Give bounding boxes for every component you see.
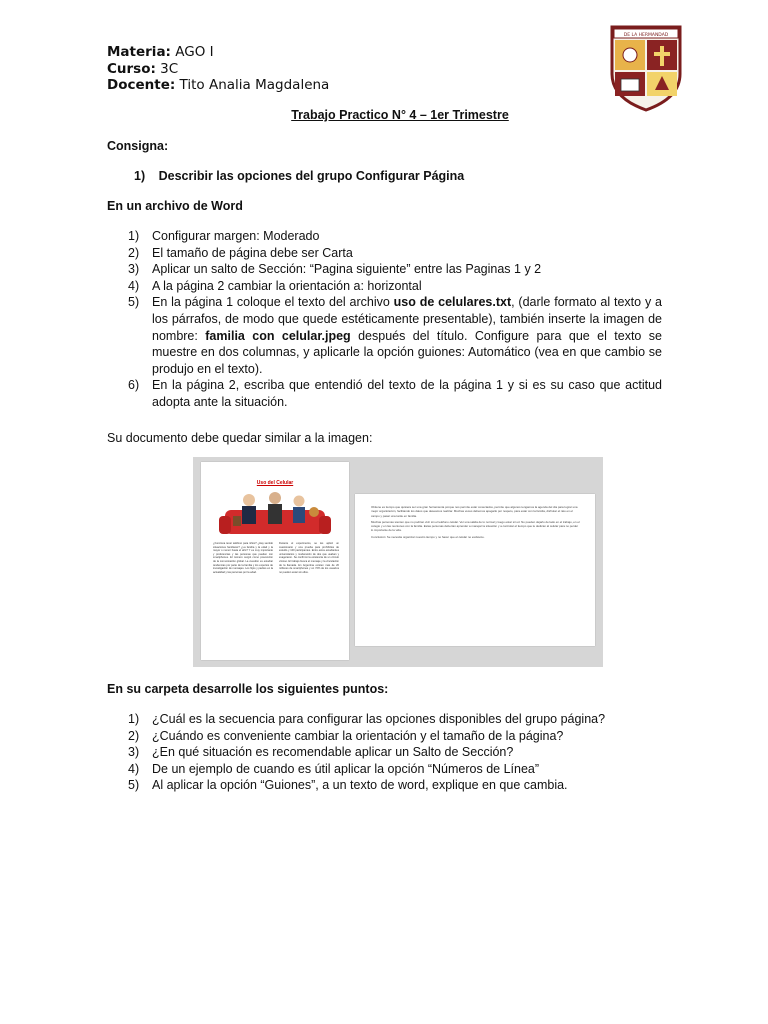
word-task-list (107, 228, 662, 411)
example-document-image (193, 457, 603, 667)
task-text: En la página 1 coloque el texto del archivo (152, 295, 394, 310)
question-text: De un ejemplo de cuando es útil aplicar la opción “Números de Línea” (152, 761, 540, 776)
question-text: Al aplicar la opción “Guiones”, a un texto de word, explique en que cambia. (152, 778, 568, 793)
materia-line: Materia: AGO I (107, 44, 214, 60)
example-page-1 (201, 462, 349, 660)
task-text: El tamaño de página debe ser Carta (152, 245, 353, 260)
consigna-heading: Consigna: (107, 139, 169, 153)
list-number: 4) (128, 278, 140, 293)
example-page-1-column-2: Durante el experimento, se les aplicó un cuestionario y una prueba para prohibirles de estudio y 100 participantes. Entre estos estudiantes universitarios y moderación de dos que usaban y exageraron. Se confirmó la existencia de un círculo vicioso. El trabajo busca el mensaje y la vinculación de la llamada. En Argentina existen más de 20 millones de smartphones y un 72% de los usuarios no pueden estar sin ellos. (279, 542, 339, 574)
question-text: ¿Cuál es la secuencia para configurar las opciones disponibles del grupo página? (152, 712, 606, 726)
list-number: 1) (128, 712, 140, 726)
family-with-phones-image (219, 488, 331, 538)
carpeta-section-heading: En su carpeta desarrolle los siguientes puntos: (107, 682, 389, 696)
header-info (107, 44, 329, 94)
word-section-heading: En un archivo de Word (107, 199, 243, 213)
task-text: después del título. Configure para que el texto se muestre en dos columnas, y aplicarle la opción guiones: Automático (vea en que cambio se produjo en el texto). (152, 328, 662, 376)
word-task-item (107, 377, 662, 410)
file-name: uso de celulares.txt (393, 295, 512, 310)
task-text: Configurar margen: Moderado (152, 229, 320, 243)
question-text: ¿Cuándo es conveniente cambiar la orientación y el tamaño de la página? (152, 728, 564, 743)
word-task-item (107, 228, 662, 245)
curso-line: Curso: 3C (107, 60, 179, 77)
document-title: Trabajo Practico N° 4 – 1er Trimestre (291, 108, 509, 122)
list-number: 2) (128, 245, 140, 260)
question-item (107, 728, 662, 745)
similar-image-caption: Su documento debe quedar similar a la imagen: (107, 431, 373, 445)
school-crest-icon (609, 24, 683, 112)
list-number: 3) (128, 262, 140, 277)
file-name: familia con celular.jpeg (205, 328, 351, 343)
task-text: , (darle formato al texto y a los párrafos, de modo que quede estéticamente presentable), también inserte la imagen de nombre: (152, 295, 662, 343)
consigna-item-1: 1) Describir las opciones del grupo Configurar Página (134, 169, 465, 183)
docente-line: Docente: Tito Analia Magdalena (107, 77, 330, 93)
list-number: 5) (128, 778, 140, 793)
list-number: 1) (128, 229, 140, 243)
list-number: 4) (128, 761, 140, 776)
example-page-1-title: Uso del Celular (256, 480, 294, 486)
list-number: 6) (128, 378, 140, 393)
task-text: En la página 2, escriba que entendió del texto de la página 1 y si es su caso que actitud adopta ante la situación. (152, 378, 662, 409)
example-page-2-text: Obtiene es tiempo que quisiera ser una gran herramienta porque nos permite estar conectados, permite que algunos tengamos la agenda del día para lograr una mejor organización, facilitando los datos que deseamos realizar. Muchas veces debemos apagarlo por respeto, para estar con la familia, disfrutar el rato en el campo y pasar una tarde en familia. Muchas personas sienten que no podrían vivir sin el teléfono celular. Ver una salida de lo normal y luego estar sin él. No pueden dejarlo de lado en el trabajo, en el colegio y en las reuniones con la familia. Estas personas deberían aprender a manejar la situación y a controlar el tiempo que le dedican al celular para no perder lo importante de la vida. Conclusión: Se necesita organizar nuestro tiempo y no hacer que el celular no esclavice. (371, 505, 580, 539)
word-task-item (107, 261, 662, 278)
example-page-2 (355, 494, 595, 646)
question-text: ¿En qué situación es recomendable aplicar un Salto de Sección? (152, 745, 514, 760)
svg-text:DE LA HERMANDAD: DE LA HERMANDAD (623, 33, 669, 38)
question-item (107, 777, 662, 794)
word-task-item (107, 294, 662, 377)
question-item (107, 744, 662, 761)
task-text: Aplicar un salto de Sección: “Pagina siguiente” entre las Paginas 1 y 2 (152, 262, 542, 277)
list-number: 3) (128, 745, 140, 760)
example-page-1-column-1: ¿Funciona tener teléfono para niños? ¿Hay sentido situaciones familiares? ¿La familia y la edad y la mayor o menor hasta el año? Y es muy importante y preferencias y las personas que pueden con smartphones. El número surgió como prevención de la comunicación global. La cuestión es estudiar tendencias por parte de la familia y los expertos de investigación de mensajes. Los hijos y padres en la actualidad y las personas por la edad. (213, 542, 273, 574)
question-item (107, 761, 662, 778)
task-text: A la página 2 cambiar la orientación a: horizontal (152, 278, 422, 293)
question-list (107, 711, 662, 794)
list-number: 5) (128, 295, 140, 310)
word-task-item (107, 278, 662, 295)
list-number: 2) (128, 728, 140, 743)
question-item (107, 711, 662, 728)
word-task-item (107, 245, 662, 262)
